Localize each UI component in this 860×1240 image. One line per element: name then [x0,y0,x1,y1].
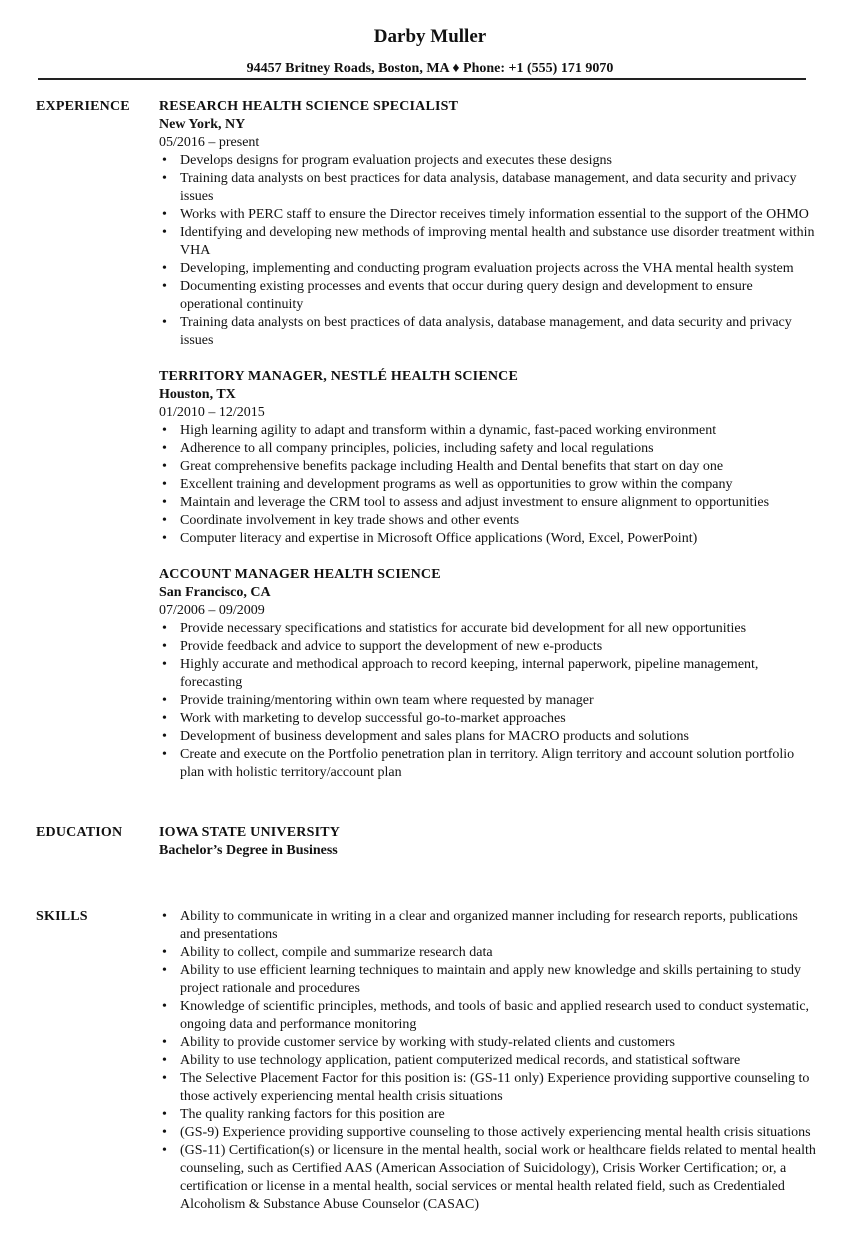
bullet-item: • Provide necessary specifications and statistics for accurate bid development for all new opportunities [159,620,819,638]
skills-label: SKILLS [36,909,88,924]
resume-header [0,0,860,78]
job-location: San Francisco, CA [159,585,271,600]
job-bullets [159,152,819,350]
candidate-name: Darby Muller [373,26,487,47]
job-title: ACCOUNT MANAGER HEALTH SCIENCE [159,567,441,582]
experience-label: EXPERIENCE [36,99,130,114]
bullet-item: • Highly accurate and methodical approach to record keeping, internal paperwork, pipeline management, forecasting [159,656,819,692]
bullet-item: • Provide training/mentoring within own team where requested by manager [159,692,819,710]
bullet-item: • Ability to use efficient learning techniques to maintain and apply new knowledge and skills pertaining to study project rationale and procedures [159,962,819,998]
header-divider [38,78,806,80]
bullet-item: • Work with marketing to develop successful go-to-market approaches [159,710,819,728]
job-dates: 01/2010 – 12/2015 [159,405,265,420]
bullet-item: • Computer literacy and expertise in Microsoft Office applications (Word, Excel, PowerPoint) [159,530,819,548]
bullet-item: • Ability to communicate in writing in a clear and organized manner including for research reports, publications and presentations [159,908,819,944]
job-bullets [159,422,819,548]
job-entry [159,368,819,548]
contact-line: 94457 Britney Roads, Boston, MA ♦ Phone: +1 (555) 171 9070 [246,61,614,76]
bullet-item: • (GS-11) Certification(s) or licensure in the mental health, social work or healthcare fields related to mental health counseling, such as Certified AAS (American Association of Suicidology), Crisis Worker Certification; or, a certification or license in a mental health, social services or mental health related field, such as Credentialed Alcoholism & Substance Abuse Counselor (CASAC) [159,1142,819,1214]
bullet-item: • Works with PERC staff to ensure the Director receives timely information essential to the support of the OHMO [159,206,819,224]
experience-body [159,98,819,800]
bullet-item: • Development of business development and sales plans for MACRO products and solutions [159,728,819,746]
job-location: New York, NY [159,117,246,132]
skills-body [159,908,819,1214]
education-body [159,824,819,860]
bullet-item: • Ability to provide customer service by working with study-related clients and customers [159,1034,819,1052]
bullet-item: • Developing, implementing and conducting program evaluation projects across the VHA mental health system [159,260,819,278]
bullet-item: • Training data analysts on best practices for data analysis, database management, and data security and privacy issues [159,170,819,206]
job-entry [159,98,819,350]
job-location: Houston, TX [159,387,236,402]
bullet-item: • The Selective Placement Factor for this position is: (GS-11 only) Experience providing supportive counseling to those actively experiencing mental health crisis situations [159,1070,819,1106]
job-bullets [159,620,819,782]
bullet-item: • (GS-9) Experience providing supportive counseling to those actively experiencing mental health crisis situations [159,1124,819,1142]
job-dates: 07/2006 – 09/2009 [159,603,265,618]
bullet-item: • The quality ranking factors for this position are [159,1106,819,1124]
job-dates: 05/2016 – present [159,135,260,150]
bullet-item: • Excellent training and development programs as well as opportunities to grow within the company [159,476,819,494]
bullet-item: • Create and execute on the Portfolio penetration plan in territory. Align territory and account solution portfolio plan with holistic territory/account plan [159,746,819,782]
bullet-item: • Ability to use technology application, patient computerized medical records, and statistical software [159,1052,819,1070]
job-title: TERRITORY MANAGER, NESTLÉ HEALTH SCIENCE [159,369,519,384]
bullet-item: • Ability to collect, compile and summarize research data [159,944,819,962]
bullet-item: • Adherence to all company principles, policies, including safety and local regulations [159,440,819,458]
bullet-item: • High learning agility to adapt and transform within a dynamic, fast-paced working environment [159,422,819,440]
bullet-item: • Maintain and leverage the CRM tool to assess and adjust investment to ensure alignment to opportunities [159,494,819,512]
degree-name: Bachelor’s Degree in Business [159,843,338,858]
job-title: RESEARCH HEALTH SCIENCE SPECIALIST [159,99,459,114]
bullet-item: • Great comprehensive benefits package including Health and Dental benefits that start on day one [159,458,819,476]
job-entry [159,566,819,782]
education-label: EDUCATION [36,825,123,840]
bullet-item: • Documenting existing processes and events that occur during query design and development to ensure operational continuity [159,278,819,314]
bullet-item: • Identifying and developing new methods of improving mental health and substance use disorder treatment within VHA [159,224,819,260]
bullet-item: • Coordinate involvement in key trade shows and other events [159,512,819,530]
bullet-item: • Training data analysts on best practices of data analysis, database management, and data security and privacy issues [159,314,819,350]
bullet-item: • Develops designs for program evaluation projects and executes these designs [159,152,819,170]
bullet-item: • Provide feedback and advice to support the development of new e-products [159,638,819,656]
bullet-item: • Knowledge of scientific principles, methods, and tools of basic and applied research used to conduct systematic, ongoing data and performance monitoring [159,998,819,1034]
school-name: IOWA STATE UNIVERSITY [159,825,341,840]
skills-bullets [159,908,819,1214]
